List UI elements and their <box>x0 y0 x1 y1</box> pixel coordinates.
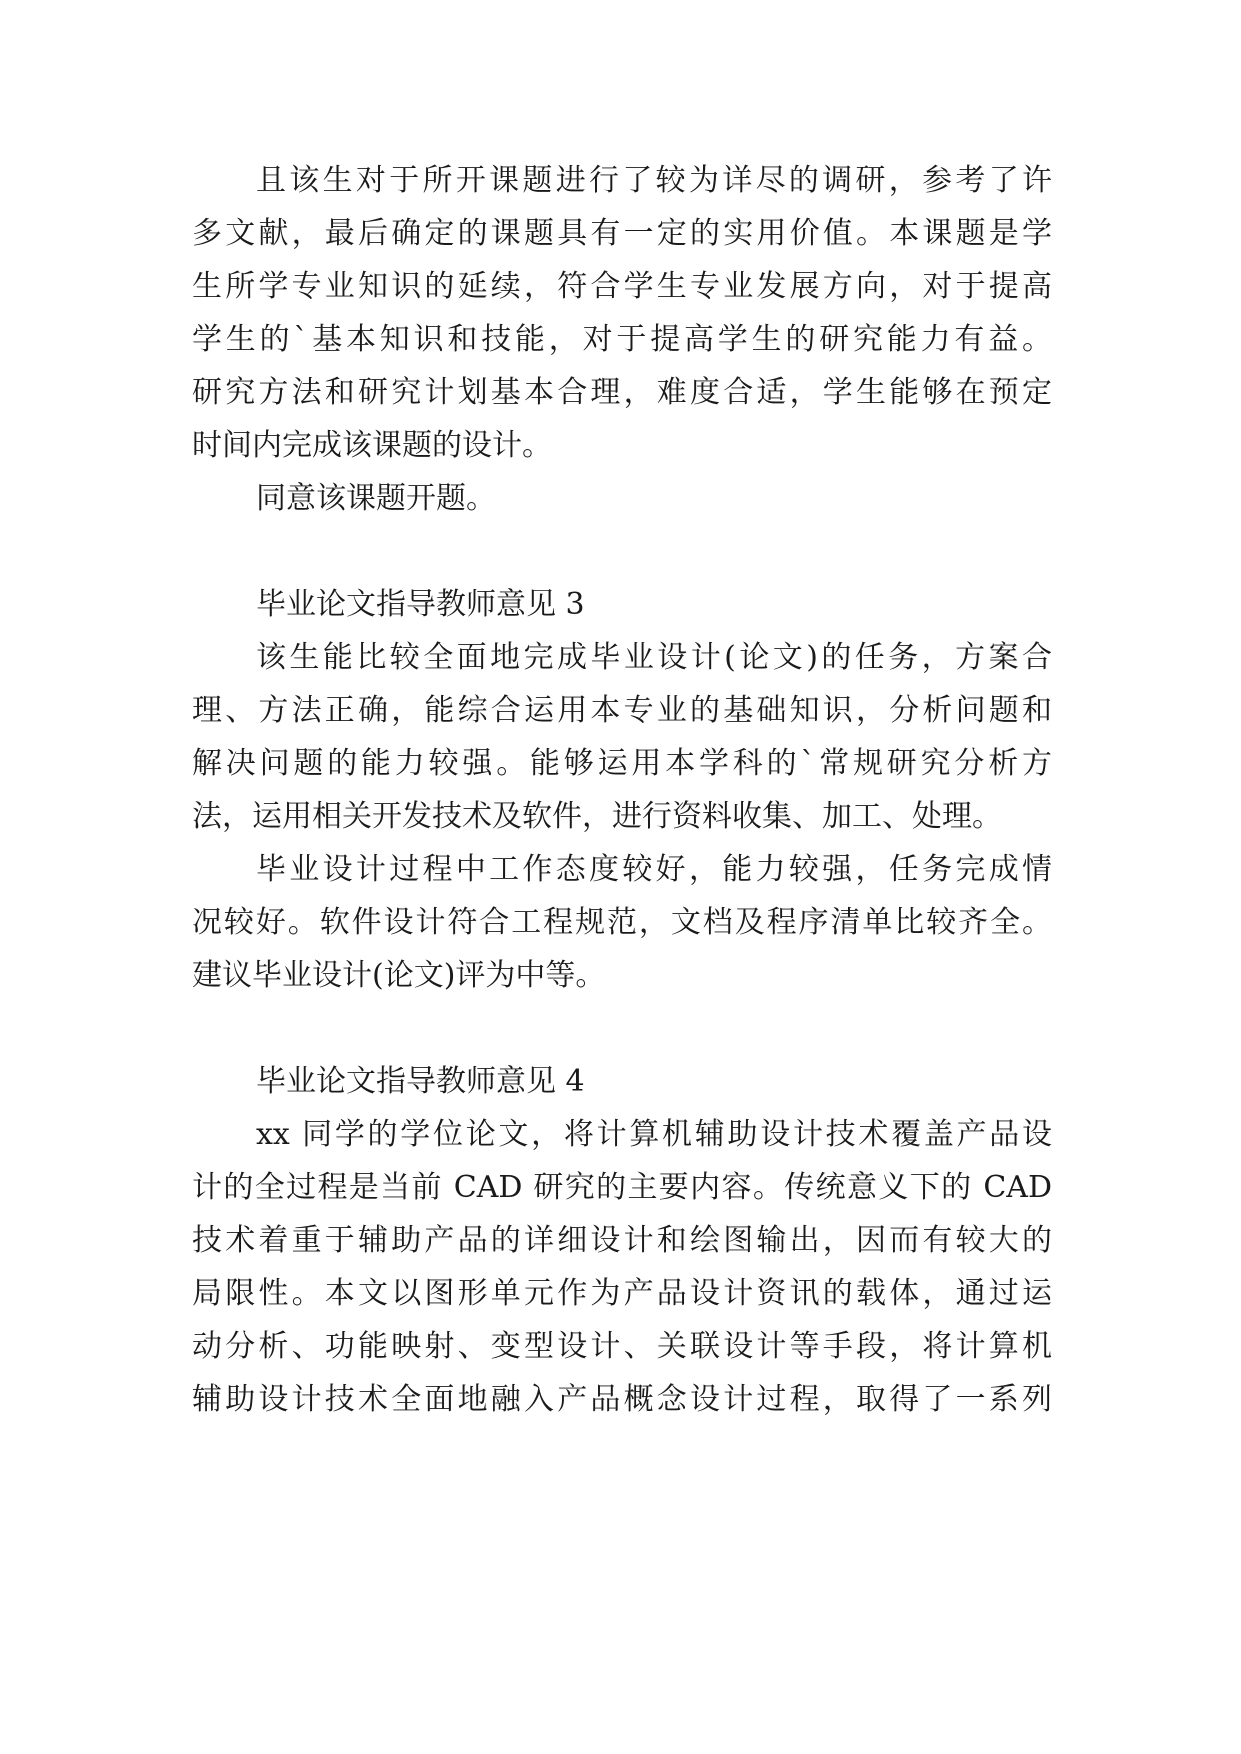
paragraph-1-line-3: 生所学专业知识的延续，符合学生专业发展方向，对于提高 <box>192 269 1052 304</box>
paragraph-1-line-5: 研究方法和研究计划基本合理，难度合适，学生能够在预定 <box>192 375 1052 410</box>
section-heading-3: 毕业论文指导教师意见 3 <box>256 587 585 622</box>
paragraph-5-line-1: xx 同学的学位论文，将计算机辅助设计技术覆盖产品设 <box>256 1117 1052 1152</box>
paragraph-3-line-1: 该生能比较全面地完成毕业设计(论文)的任务，方案合 <box>256 640 1052 675</box>
paragraph-4-line-1: 毕业设计过程中工作态度较好，能力较强，任务完成情 <box>256 852 1052 887</box>
paragraph-3-line-3: 解决问题的能力较强。能够运用本学科的`常规研究分析方 <box>192 746 1052 781</box>
paragraph-5-line-3: 技术着重于辅助产品的详细设计和绘图输出，因而有较大的 <box>192 1223 1052 1258</box>
paragraph-5-line-4: 局限性。本文以图形单元作为产品设计资讯的载体，通过运 <box>192 1276 1052 1311</box>
paragraph-3-line-2: 理、方法正确，能综合运用本专业的基础知识，分析问题和 <box>192 693 1052 728</box>
paragraph-5-line-5: 动分析、功能映射、变型设计、关联设计等手段，将计算机 <box>192 1329 1052 1364</box>
paragraph-5-line-6: 辅助设计技术全面地融入产品概念设计过程，取得了一系列 <box>192 1382 1052 1417</box>
paragraph-3-line-4: 法，运用相关开发技术及软件，进行资料收集、加工、处理。 <box>192 799 1002 834</box>
paragraph-4-line-3: 建议毕业设计(论文)评为中等。 <box>192 958 606 993</box>
paragraph-4-line-2: 况较好。软件设计符合工程规范，文档及程序清单比较齐全。 <box>192 905 1052 940</box>
paragraph-2-line-1: 同意该课题开题。 <box>256 481 496 516</box>
paragraph-5-line-2: 计的全过程是当前 CAD 研究的主要内容。传统意义下的 CAD <box>192 1170 1052 1205</box>
paragraph-1-line-2: 多文献，最后确定的课题具有一定的实用价值。本课题是学 <box>192 216 1052 251</box>
paragraph-1-line-6: 时间内完成该课题的设计。 <box>192 428 552 463</box>
paragraph-1-line-1: 且该生对于所开课题进行了较为详尽的调研，参考了许 <box>256 163 1052 198</box>
paragraph-1-line-4: 学生的`基本知识和技能，对于提高学生的研究能力有益。 <box>192 322 1052 357</box>
section-heading-4: 毕业论文指导教师意见 4 <box>256 1064 585 1099</box>
